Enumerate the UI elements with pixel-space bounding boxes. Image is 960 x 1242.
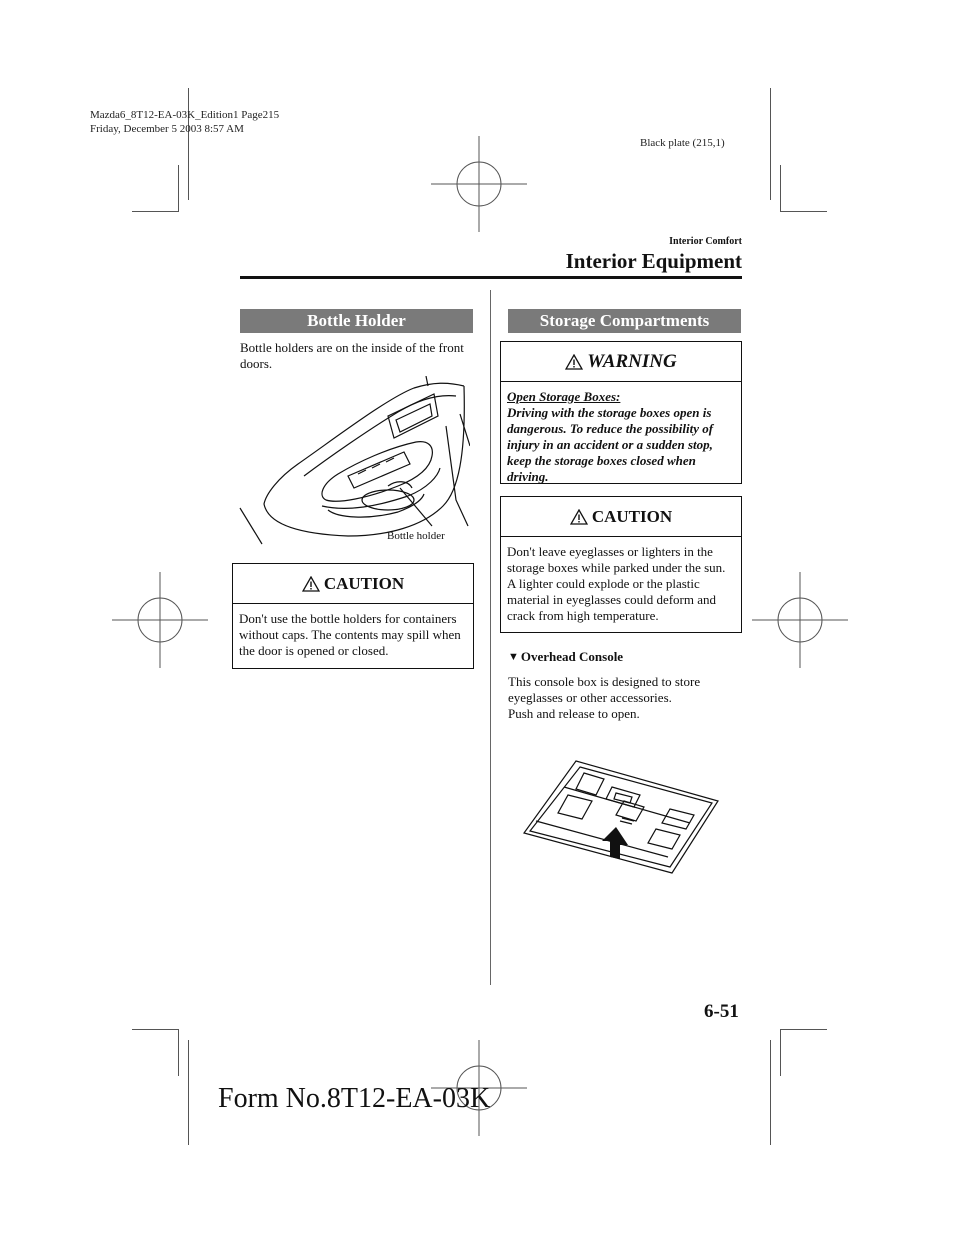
crop-mark — [780, 1029, 827, 1030]
print-meta-line2: Friday, December 5 2003 8:57 AM — [90, 123, 244, 135]
crop-mark — [780, 1029, 781, 1076]
door-panel-illustration — [238, 376, 470, 550]
print-meta-line1: Mazda6_8T12-EA-03K_Edition1 Page215 — [90, 109, 280, 121]
section-heading-bottle-holder: Bottle Holder — [240, 309, 473, 333]
plate-label: Black plate (215,1) — [640, 137, 725, 149]
overhead-console-line1: This console box is designed to store eyeglasses or other accessories. — [508, 674, 701, 705]
header-rule — [240, 276, 742, 279]
registration-mark-right — [752, 572, 848, 668]
push-arrow-icon — [602, 827, 628, 859]
warning-subtitle: Open Storage Boxes: — [507, 389, 621, 404]
subsection-heading-overhead-console — [508, 649, 623, 665]
caution-box-bottle-holder — [232, 563, 474, 669]
crop-mark — [132, 1029, 179, 1030]
warning-text: Driving with the storage boxes open is dangerous. To reduce the possibility of injury in an accident or a sudden stop, keep the storage boxes closed when driving. — [507, 405, 714, 484]
page-number: 6-51 — [704, 1001, 739, 1022]
crop-mark — [178, 1029, 179, 1076]
warning-body — [501, 382, 741, 493]
crop-mark — [780, 165, 781, 212]
bottle-holder-intro: Bottle holders are on the inside of the front doors. — [240, 340, 464, 371]
crop-mark — [188, 1040, 189, 1145]
column-divider — [490, 290, 491, 985]
caution-heading — [233, 564, 473, 604]
caution-text: Don't use the bottle holders for containers without caps. The contents may spill when the door is opened or closed. — [239, 611, 461, 658]
section-name: Interior Comfort — [669, 236, 742, 247]
caution-title: CAUTION — [591, 506, 673, 526]
bullet-triangle-icon: ▼ — [508, 651, 519, 663]
caution-box-storage — [500, 496, 742, 633]
section-heading-storage-compartments: Storage Compartments — [508, 309, 741, 333]
warning-triangle-icon — [570, 509, 588, 525]
caution-heading — [501, 497, 741, 537]
registration-mark-top — [431, 136, 527, 232]
warning-triangle-icon — [302, 576, 320, 592]
warning-heading — [501, 342, 741, 382]
caution-text: Don't leave eyeglasses or lighters in the storage boxes while parked under the sun. A lighter could explode or the plastic material in eyeglasses could deform and crack from high temperature. — [507, 544, 726, 623]
form-number: Form No.8T12-EA-03K — [218, 1083, 491, 1114]
crop-mark — [780, 211, 827, 212]
crop-mark — [770, 1040, 771, 1145]
caution-title: CAUTION — [323, 573, 405, 593]
overhead-console-line2: Push and release to open. — [508, 706, 640, 721]
figure-label-bottle-holder: Bottle holder — [387, 530, 445, 542]
warning-box-storage — [500, 341, 742, 484]
crop-mark — [132, 211, 179, 212]
crop-mark — [188, 88, 189, 200]
overhead-console-illustration — [520, 757, 722, 877]
warning-triangle-icon — [565, 354, 583, 370]
crop-mark — [770, 88, 771, 200]
subsection-title: Overhead Console — [520, 649, 624, 664]
print-meta — [90, 108, 279, 136]
crop-mark — [178, 165, 179, 212]
chapter-title: Interior Equipment — [565, 249, 742, 273]
registration-mark-left — [112, 572, 208, 668]
overhead-console-description — [508, 674, 738, 722]
warning-title: WARNING — [587, 350, 677, 372]
